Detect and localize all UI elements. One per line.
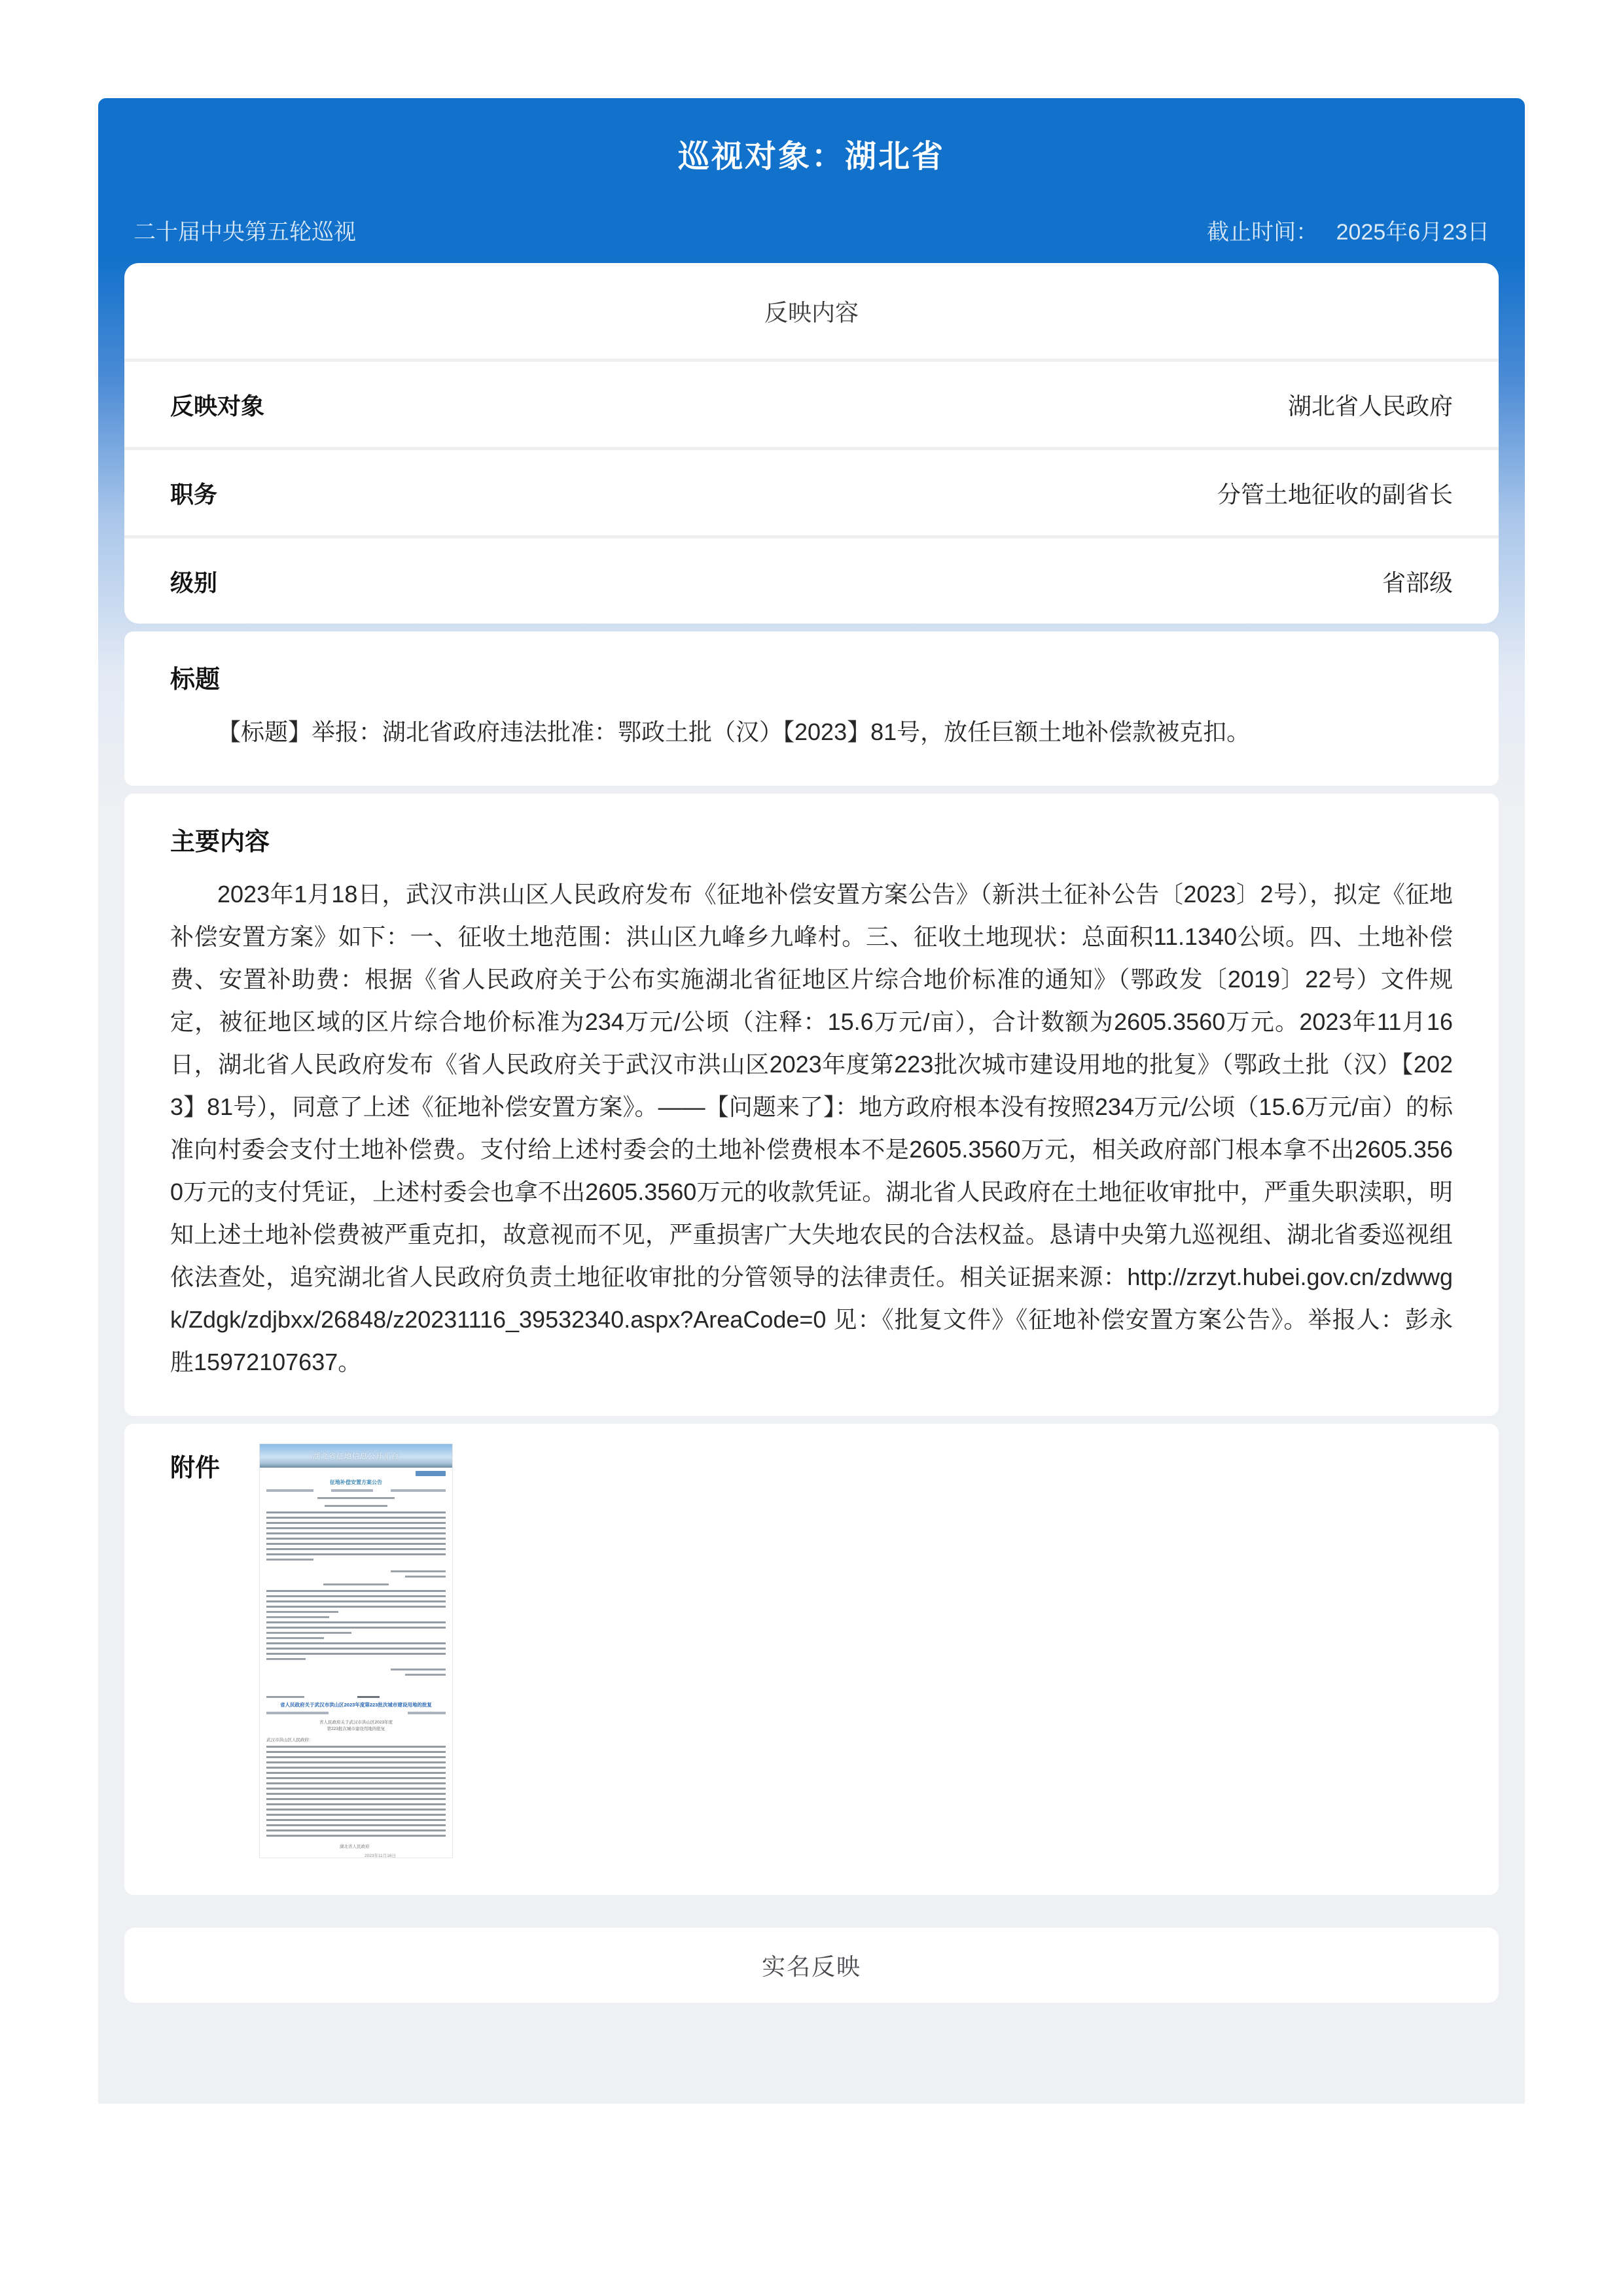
doc-paragraph-lines: [266, 1590, 446, 1597]
doc-meta-line: [266, 1696, 304, 1698]
doc-gap: [266, 1564, 446, 1570]
doc-text-line: [266, 1632, 351, 1634]
doc-button-bar: [416, 1471, 446, 1476]
doc-text-line: [317, 1497, 395, 1499]
doc1-meta-row: [266, 1489, 446, 1492]
report-info-card: [124, 263, 1499, 624]
section-title-report-content: 反映内容: [764, 298, 859, 326]
target-value: 湖北省人民政府: [1287, 392, 1453, 419]
doc-paragraph-lines: [266, 1761, 446, 1774]
main-content-label: 主要内容: [170, 828, 270, 856]
doc2-signature: 湖北省人民政府: [340, 1845, 370, 1849]
doc-meta-line: [357, 1696, 380, 1698]
deadline: [1207, 214, 1489, 246]
doc-meta-line: [331, 1489, 373, 1492]
position-value: 分管土地征收的副省长: [1217, 480, 1453, 508]
rank-label: 级别: [170, 569, 218, 596]
doc2-date: 2023年11月16日: [365, 1854, 396, 1858]
deadline-value: 2025年6月23日: [1336, 220, 1489, 245]
doc2-subheading-line2: 第223批次城市建设用地的批复: [327, 1727, 385, 1731]
doc-text-line: [266, 1616, 329, 1618]
info-row-target: [124, 362, 1499, 447]
doc-gap: [266, 1663, 446, 1669]
title-card: [124, 631, 1499, 786]
target-label: 反映对象: [170, 392, 265, 419]
doc-banner-title: 湖北省征地信息公开平台: [313, 1453, 399, 1460]
doc-paragraph-lines: [266, 1756, 446, 1758]
main-content-text: 2023年1月18日，武汉市洪山区人民政府发布《征地补偿安置方案公告》（新洪土征补公告〔2023〕2号），拟定《征地补偿安置方案》如下：一、征收土地范围：洪山区九峰乡九峰村。三、征收土地现状：总面积11.1340公顷。四、土地补偿费、安置补助费：根据《省人民政府关于公布实施湖北省征地区片综合地价标准的通知》（鄂政发〔2019〕22号）文件规定，被征地区域的区片综合地价标准为234万元/公顷（注释：15.6万元/亩），合计数额为2605.3560万元。2023年11月16日，湖北省人民政府发布《省人民政府关于武汉市洪山区2023年度第223批次城市建设用地的批复》（鄂政土批（汉）【2023】81号），同意了上述《征地补偿安置方案》。——【问题来了】：地方政府根本没有按照234万元/公顷（15.6万元/亩）的标准向村委会支付土地补偿费。支付给上述村委会的土地补偿费根本不是2605.3560万元，相关政府部门根本拿不出2605.3560万元的支付凭证，上述村委会也拿不出2605.3560万元的收款凭证。湖北省人民政府在土地征收审批中，严重失职渎职，明知上述土地补偿费被严重克扣，故意视而不见，严重损害广大失地农民的合法权益。恳请中央第九巡视组、湖北省委巡视组依法查处，追究湖北省人民政府负责土地征收审批的分管领导的法律责任。相关证据来源：http://zrzyt.hubei.gov.cn/zdwwgk/Zdgk/zdjbxx/26848/z20231116_39532340.aspx?AreaCode=0 见：《批复文件》《征地补偿安置方案公告》。举报人：彭永胜15972107637。: [170, 881, 1453, 1375]
doc-text-line: [266, 1611, 338, 1613]
position-label: 职务: [170, 480, 218, 508]
doc1-body-lines: [266, 1497, 446, 1676]
doc-page: [260, 1468, 452, 1858]
doc-paragraph-lines: [266, 1600, 446, 1608]
inspection-panel: [98, 98, 1525, 2104]
doc-paragraph-lines: [266, 1527, 446, 1534]
doc-paragraph-lines: [266, 1829, 446, 1837]
doc-text-line: [266, 1559, 313, 1561]
doc-banner-image: [260, 1444, 452, 1468]
info-row-position: [124, 450, 1499, 535]
info-row-rank: [124, 539, 1499, 624]
doc1-heading: 征地补偿安置方案公告: [330, 1479, 382, 1485]
attachment-card: [124, 1424, 1499, 1895]
doc2-subheading: [266, 1720, 446, 1733]
doc2-subheading-line1: 省人民政府关于武汉市洪山区2023年度: [319, 1720, 393, 1725]
doc-meta-line: [408, 1712, 446, 1714]
doc-gap: [266, 1679, 446, 1696]
doc-paragraph-lines: [266, 1538, 446, 1555]
doc-meta-line: [266, 1489, 313, 1492]
doc2-body-lines: [266, 1746, 446, 1837]
attachment-label: 附件: [170, 1455, 221, 1482]
doc-meta-line: [391, 1489, 446, 1492]
doc2-top-row: [266, 1696, 446, 1698]
title-text: 【标题】举报：湖北省政府违法批准：鄂政土批（汉）【2023】81号，放任巨额土地补偿款被克扣。: [217, 718, 1251, 745]
doc-meta-line: [266, 1712, 329, 1714]
title-section-label: 标题: [170, 666, 221, 694]
attachment-thumbnail[interactable]: [259, 1443, 453, 1858]
doc-paragraph-lines: [266, 1777, 446, 1779]
doc2-meta-row: [266, 1712, 446, 1714]
deadline-label: 截止时间：: [1207, 220, 1319, 245]
doc2-salutation: 武汉市洪山区人民政府：: [266, 1738, 313, 1742]
real-name-bar[interactable]: [124, 1928, 1499, 2003]
doc-text-line: [391, 1669, 446, 1670]
doc-paragraph-lines: [266, 1621, 446, 1629]
rank-value: 省部级: [1382, 569, 1453, 596]
doc-paragraph-lines: [266, 1814, 446, 1826]
doc-text-line: [323, 1583, 389, 1585]
main-content-card: [124, 794, 1499, 1416]
header-sub-row: [98, 214, 1525, 246]
doc-text-line: [405, 1674, 446, 1676]
doc-text-line: [391, 1570, 446, 1572]
doc-paragraph-lines: [266, 1782, 446, 1810]
doc2-heading: 省人民政府关于武汉市洪山区2023年度第223批次城市建设用地的批复: [280, 1702, 432, 1708]
doc-text-line: [266, 1637, 324, 1639]
doc-text-line: [266, 1658, 306, 1660]
doc-paragraph-lines: [266, 1746, 446, 1753]
doc-paragraph-lines: [266, 1511, 446, 1524]
inspection-round-label: 二十届中央第五轮巡视: [134, 220, 356, 245]
doc-text-line: [405, 1576, 446, 1578]
doc-paragraph-lines: [266, 1642, 446, 1655]
doc-meta-line: [433, 1696, 446, 1698]
page-title: 巡视对象：湖北省: [677, 139, 945, 174]
doc-text-line: [325, 1505, 387, 1507]
real-name-label: 实名反映: [761, 1953, 861, 1980]
